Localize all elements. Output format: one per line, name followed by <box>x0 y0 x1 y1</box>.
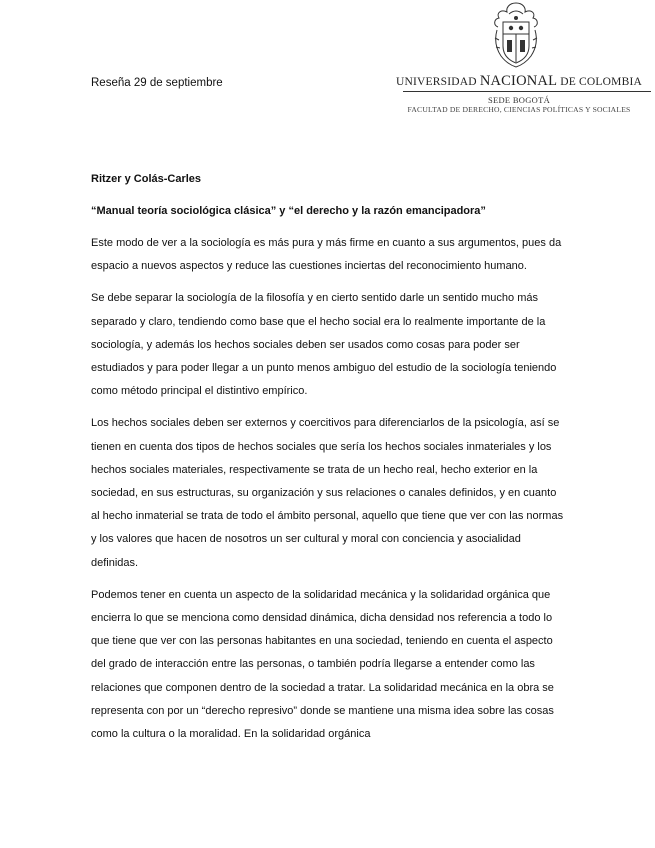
university-name-suffix: DE COLOMBIA <box>557 76 642 88</box>
university-divider <box>403 91 651 92</box>
review-work-title: “Manual teoría sociológica clásica” y “el derecho y la razón emancipadora” <box>91 205 486 217</box>
university-sede: SEDE BOGOTÁ <box>487 95 551 105</box>
review-body <box>91 232 567 755</box>
review-authors: Ritzer y Colás-Carles <box>91 173 202 185</box>
university-logo-block <box>385 0 653 120</box>
body-paragraph: Los hechos sociales deben ser externos y coercitivos para diferenciarlos de la psicología, así se tienen en cuenta dos tipos de hechos sociales que sería los hechos sociales inmateriales y los hechos sociales materiales, respectivamente se trata de un hecho real, hecho exterior en la sociedad, en sus estructuras, su organización y sus relaciones o canales definidos, y en cuanto al hecho inmaterial se trata de todo el ámbito personal, aquello que tiene que ver con las normas y los valores que hacen de nosotros un ser cultural y moral con conciencia y asocialidad definidas. <box>91 417 564 569</box>
body-paragraph: Se debe separar la sociología de la filosofía y en cierto sentido darle un sentido mucho más separado y claro, tendiendo como base que el hecho social era lo realmente importante de la sociología, y además los hechos sociales deben ser usados como cosas para poder ser estudiados y para poder llegar a un punto menos ambiguo del estudio de la sociología teniendo como método principal el distintivo empírico. <box>91 292 557 398</box>
document-date: Reseña 29 de septiembre <box>91 77 223 89</box>
university-faculty: FACULTAD DE DERECHO, CIENCIAS POLÍTICAS Y SOCIALES <box>407 105 631 114</box>
body-paragraph: Podemos tener en cuenta un aspecto de la solidaridad mecánica y la solidaridad orgánica que encierra lo que se menciona como densidad dinámica, dicha densidad nos referencia a todo lo que tiene que ver con las personas habitantes en una sociedad, teniendo en cuenta el aspecto del grado de interacción entre las personas, o también podría llegarse a entender como las relaciones que componen dentro de la sociedad a tratar. La solidaridad mecánica en la obra se representa con por un “derecho represivo” donde se mantiene una misma idea sobre las cosas como la cultura o la moralidad. En la solidaridad orgánica <box>91 588 554 741</box>
university-name <box>385 73 653 90</box>
university-name-main: NACIONAL <box>479 73 558 89</box>
university-shield-icon <box>487 0 545 70</box>
university-name-prefix: UNIVERSIDAD <box>395 76 480 88</box>
body-paragraph: Este modo de ver a la sociología es más pura y más firme en cuanto a sus argumentos, pues da espacio a nuevos aspectos y reduce las cuestiones inciertas del reconocimiento humano. <box>91 237 562 273</box>
